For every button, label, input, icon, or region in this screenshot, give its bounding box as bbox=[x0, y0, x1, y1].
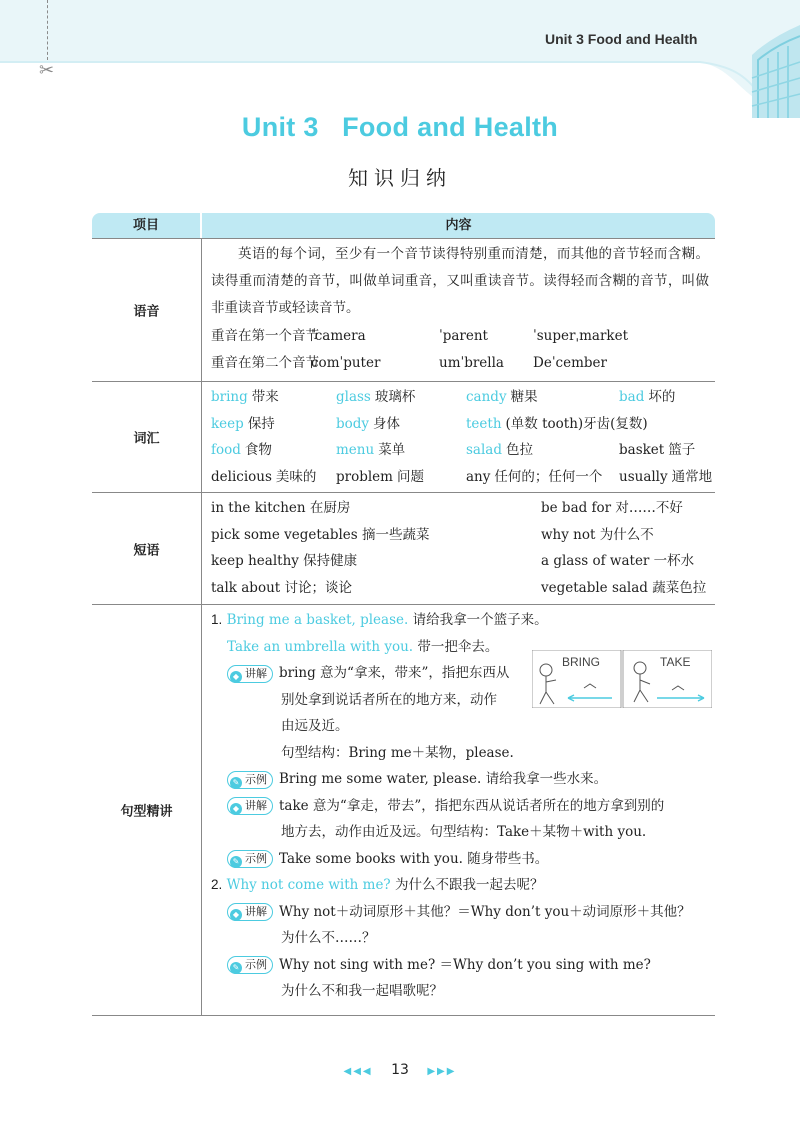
explain-icon: ◆ bbox=[230, 909, 242, 921]
page-footer bbox=[0, 1062, 800, 1078]
vocab-item: basket 篮子 bbox=[619, 442, 696, 458]
vocab-line bbox=[211, 437, 709, 464]
pen-icon: ✎ bbox=[230, 962, 242, 974]
stress-first-line: 重音在第一个音节 ˈcamera ˈparent ˈsuperˌmarket bbox=[211, 328, 629, 344]
vocab-item: delicious 美味的 bbox=[211, 468, 317, 485]
section-title: 知识归纳 bbox=[348, 166, 452, 190]
cut-line bbox=[47, 0, 48, 60]
explain-badge: ◆ 讲解 bbox=[227, 665, 273, 683]
phrase-line bbox=[211, 575, 709, 602]
pen-icon: ✎ bbox=[230, 777, 242, 789]
vocab-line bbox=[211, 384, 709, 411]
vocab-item: candy 糖果 bbox=[466, 389, 538, 405]
phrase-item: why not 为什么不 bbox=[541, 526, 654, 543]
prev-arrows-icon: ◀◀◀ bbox=[343, 1066, 373, 1077]
phrase-line bbox=[211, 495, 709, 522]
vocab-item: any 任何的；任何一个 bbox=[466, 468, 603, 485]
sentence-1: 1. Bring me a basket, please. 请给我拿一个篮子来。 bbox=[211, 612, 548, 628]
next-arrows-icon: ▶▶▶ bbox=[427, 1066, 457, 1077]
vocab-item: food 食物 bbox=[211, 442, 272, 458]
vocab-item: bad 坏的 bbox=[619, 389, 676, 405]
scissors-icon: ✂ bbox=[39, 60, 55, 81]
explain-badge: ◆ 讲解 bbox=[227, 903, 273, 921]
row-sentences: 句型精讲 1. Bring me a basket, please. 请给我拿一个篮子来。 Take an umbrella with you. 带一把伞去。 BRING TAKE ◆ 讲解 bring 意为“拿来，带来”，指把东西从 别处拿到说话者所在的地方来，动作 由远及近。 句型结构：Bring me＋某物，please. ✎ 示例 Bring me some water, please. 请给我拿一些水来。 ◆ 讲解 take 意为“拿走，带去”，指把东西从说话者所在的地方拿到别的 地方去，动作由近及远。句型结构：Take＋某物＋with you. ✎ 示例 Take some books with you. 随身带些书。 2. Why not come with me? 为什么不跟我一起去呢？ ◆ 讲解 Why not＋动词原形＋其他？＝Why don’t you＋动词原形＋其他？ 为什么不……？ ✎ 示例 Why not sing with me? ＝Why don’t you sing with me? 为什么不和我一起唱歌呢？ bbox=[92, 604, 715, 1016]
bring-explain: ◆ 讲解 bring 意为“拿来，带来”，指把东西从 bbox=[211, 660, 709, 687]
svg-text:TAKE: TAKE bbox=[660, 655, 691, 669]
vocab-item: salad 色拉 bbox=[466, 442, 533, 458]
phrase-item: in the kitchen 在厨房 bbox=[211, 500, 351, 516]
phrase-item: be bad for 对……不好 bbox=[541, 500, 683, 516]
vocab-item: usually 通常地 bbox=[619, 468, 713, 485]
phrase-item: keep healthy 保持健康 bbox=[211, 553, 358, 569]
explain-icon: ◆ bbox=[230, 803, 242, 815]
row-label: 句型精讲 bbox=[120, 804, 173, 820]
svg-text:BRING: BRING bbox=[562, 655, 601, 669]
phrase-item: vegetable salad 蔬菜色拉 bbox=[541, 579, 707, 596]
vocab-item: glass 玻璃杯 bbox=[336, 389, 416, 405]
phrase-item: talk about 讨论；谈论 bbox=[211, 579, 352, 596]
running-title: Unit 3 Food and Health bbox=[545, 31, 698, 47]
example-badge: ✎ 示例 bbox=[227, 956, 273, 974]
row-vocabulary bbox=[92, 381, 715, 492]
unit-title: Unit 3 Food and Health bbox=[241, 112, 559, 142]
phrase-item: pick some vegetables 摘一些蔬菜 bbox=[211, 526, 430, 543]
explain-badge: ◆ 讲解 bbox=[227, 797, 273, 815]
whynot-example: ✎ 示例 Why not sing with me? ＝Why don’t you sing with me? bbox=[211, 952, 709, 979]
row-phonetics bbox=[92, 238, 715, 381]
vocab-item: body 身体 bbox=[336, 415, 401, 432]
col-item-header: 项目 bbox=[92, 213, 200, 238]
vocab-item: teeth (单数 tooth)牙齿(复数) bbox=[466, 415, 648, 432]
row-phrases bbox=[92, 492, 715, 604]
col-content-header: 内容 bbox=[202, 213, 715, 238]
row-label: 语音 bbox=[133, 304, 160, 320]
vocab-item: problem 问题 bbox=[336, 468, 424, 485]
whynot-explain: ◆ 讲解 Why not＋动词原形＋其他？＝Why don’t you＋动词原形＋其他？ bbox=[211, 899, 709, 926]
row-label: 词汇 bbox=[133, 431, 160, 447]
example-badge: ✎ 示例 bbox=[227, 850, 273, 868]
vocab-line bbox=[211, 464, 713, 491]
stress-second-line: 重音在第二个音节 comˈputer umˈbrella Deˈcember bbox=[211, 354, 607, 371]
explain-icon: ◆ bbox=[230, 671, 242, 683]
vocab-line bbox=[211, 411, 709, 438]
vocab-item: keep 保持 bbox=[211, 415, 275, 432]
sentence-1b: Take an umbrella with you. 带一把伞去。 bbox=[227, 638, 499, 655]
row-label: 短语 bbox=[133, 543, 160, 558]
header-band bbox=[0, 0, 800, 118]
example-badge: ✎ 示例 bbox=[227, 771, 273, 789]
take-example: ✎ 示例 Take some books with you. 随身带些书。 bbox=[211, 846, 709, 873]
table-header bbox=[92, 213, 715, 238]
bring-example: ✎ 示例 Bring me some water, please. 请给我拿一些水来。 bbox=[211, 766, 709, 793]
vocab-item: bring 带来 bbox=[211, 389, 279, 405]
pen-icon: ✎ bbox=[230, 856, 242, 868]
phrase-line bbox=[211, 522, 709, 549]
phrase-item: a glass of water 一杯水 bbox=[541, 553, 695, 569]
phonetics-paragraph: 英语的每个词，至少有一个音节读得特别重而清楚，而其他的音节轻而含糊。读得重而清楚的音节，叫做单词重音，又叫重读音节。读得轻而含糊的音节，叫做非重读音节或轻读音节。 bbox=[211, 246, 709, 316]
page-number: 13 bbox=[391, 1062, 409, 1078]
knowledge-table bbox=[92, 213, 715, 1016]
phrase-line bbox=[211, 548, 709, 575]
sentence-2: 2. Why not come with me? 为什么不跟我一起去呢？ bbox=[211, 877, 544, 893]
vocab-item: menu 菜单 bbox=[336, 442, 406, 458]
take-explain: ◆ 讲解 take 意为“拿走，带去”，指把东西从说话者所在的地方拿到别的 bbox=[211, 793, 709, 820]
